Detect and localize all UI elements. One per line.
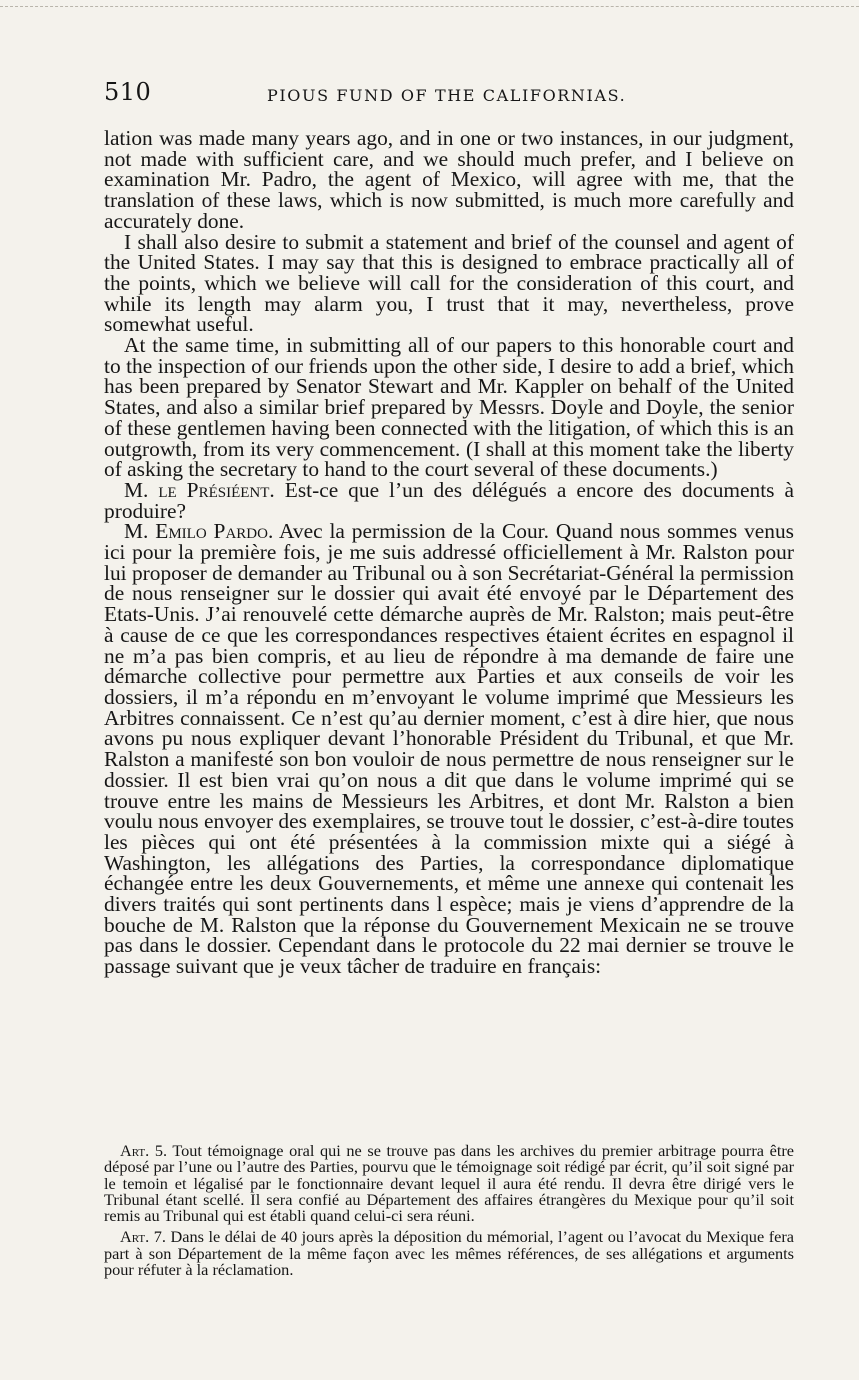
- paragraph-president: [104, 477, 794, 523]
- article-text: Tout témoignage oral qui ne se trouve pas dans les archives du premier arbitrage pourra être déposé par l’une ou l’autre des Parties, pourvu que le témoignage soit rédigé par écrit, qu’il soit signé par le temoin et légalisé par le fonctionnaire devant lequel il aura été rendu. Il devra être dirigé vers le Tribunal étant scellé. Il sera confié au Département des affaires étrangères du Mexique pour qu’il soit remis au Tribunal qui est établi quand celui-ci sera réuni.: [104, 1141, 794, 1226]
- running-title: PIOUS FUND OF THE CALIFORNIAS.: [267, 86, 627, 105]
- article-label: Art. 7.: [120, 1227, 166, 1247]
- speaker-name: M. Emilo Pardo.: [124, 519, 274, 544]
- paragraph-continued: lation was made many years ago, and in one or two instances, in our judgment, not made with sufficient care, and we should much prefer, and I believe on examination Mr. Padro, the agent of Mexico, will agree with me, that the translation of these laws, which is now submitted, is much more carefully and accurately done.: [104, 126, 794, 233]
- paragraph-statement-brief: I shall also desire to submit a statement and brief of the counsel and agent of the United States. I may say that this is designed to embrace practically all of the points, which we believe will call for the consideration of this court, and while its length may alarm you, I trust that it may, nevertheless, prove somewhat useful.: [104, 229, 794, 337]
- speech-text: Est-ce que l’un des délégués a encore des documents à produire?: [104, 477, 794, 523]
- article-label: Art. 5.: [120, 1141, 168, 1160]
- page-number: 510: [104, 78, 152, 106]
- article-5: [104, 1143, 794, 1224]
- paragraph-submitting-papers: At the same time, in submitting all of our papers to this honorable court and to the inspection of our friends upon the other side, I desire to add a brief, which has been prepared by Senator Stewart and Mr. Kappler on behalf of the United States, and also a similar brief prepared by Messrs. Doyle and Doyle, the senior of these gentlemen having been connected with the litigation, of which this is an outgrowth, from its very commencement. (I shall at this moment take the liberty of asking the secretary to hand to the court several of these documents.): [104, 333, 794, 482]
- speaker-name: M. le Présiéent.: [124, 477, 275, 502]
- speech-text: Avec la permission de la Cour. Quand nous sommes venus ici pour la première fois, je me suis addressé officiellement à Mr. Ralston pour lui proposer de demander au Tribunal ou à son Secrétariat-Général la permission de nous renseigner sur le dossier qui avait été envoyé par le Département des Etats-Unis. J’ai renouvelé cette démarche auprès de Mr. Ralston; mais peut-être à cause de ce que les correspondances respectives étaient écrites en espagnol il ne m’a pas bien compris, et au lieu de répondre à ma demande de faire une démarche collective pour permettre aux Parties et aux conseils de voir les dossiers, il m’a répondu en m’envoyant le volume imprimé que Messieurs les Arbitres connaissent. Ce n’est qu’au dernier moment, c’est à dire hier, que nous avons pu nous expliquer devant l’honorable Président du Tribunal, et que Mr. Ralston a manifesté son bon vouloir de nous permettre de nous renseigner sur le dossier. Il est bien vrai qu’on nous a dit que dans le volume imprimé qui se trouve entre les mains de Messieurs les Arbitres, et dont Mr. Ralston a bien voulu nous envoyer des exemplaires, se trouve tout le dossier, c’est-à-dire toutes les pièces qui ont été présentées à la commission mixte qui a siégé à Washington, les allégations des Parties, la correspondance diplomatique échangée entre les deux Gouvernements, et même une annexe qui contenait les divers traités qui sont pertinents dans l espèce; mais je viens d’apprendre de la bouche de M. Ralston que la réponse du Gouvernement Mexicain ne se trouve pas dans le dossier. Cependant dans le protocole du 22 mai dernier se trouve le passage suivant que je veux tâcher de traduire en français:: [104, 519, 794, 979]
- paragraph-pardo: [104, 519, 794, 979]
- article-text: Dans le délai de 40 jours après la déposition du mémorial, l’agent ou l’avocat du Mexique fera part à son Département de la même façon avec les mêmes références, de ses allégations et arguments pour réfuter à la réclamation.: [104, 1227, 794, 1280]
- page-header: [104, 78, 794, 108]
- page-top-edge: [0, 6, 859, 7]
- quoted-articles: [104, 1143, 794, 1283]
- body-text: [104, 128, 794, 977]
- article-7: [104, 1229, 794, 1278]
